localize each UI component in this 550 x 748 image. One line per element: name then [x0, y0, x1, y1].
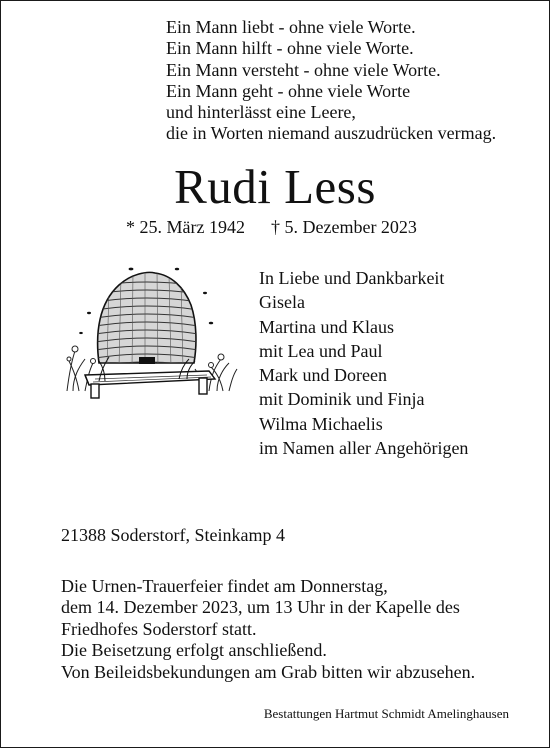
funeral-service-info [61, 576, 475, 683]
mourner-line: Mark und Doreen [259, 365, 387, 386]
poem-line: Ein Mann geht - ohne viele Worte [166, 80, 411, 101]
deceased-name: Rudi Less [174, 159, 376, 214]
undertaker-credit: Bestattungen Hartmut Schmidt Amelinghausen [263, 706, 509, 721]
service-line: Von Beileidsbekundungen am Grab bitten wir abzusehen. [61, 661, 476, 682]
poem-line: Ein Mann liebt - ohne viele Worte. [166, 17, 416, 37]
beehive-icon [59, 263, 239, 403]
mourner-line: mit Dominik und Finja [259, 389, 425, 410]
mourner-line: im Namen aller Angehörigen [259, 438, 469, 459]
life-dates [126, 216, 417, 238]
service-line: Friedhofes Soderstorf statt. [61, 618, 257, 639]
family-address: 21388 Soderstorf, Steinkamp 4 [61, 525, 285, 545]
poem-line: die in Worten niemand auszudrücken vermag. [166, 123, 497, 144]
mourners-list [259, 266, 468, 460]
service-line: Die Beisetzung erfolgt anschließend. [61, 640, 327, 661]
mourner-line: In Liebe und Dankbarkeit [259, 268, 445, 288]
mourner-line: mit Lea und Paul [259, 340, 383, 361]
poem-line: und hinterlässt eine Leere, [166, 102, 356, 123]
poem-line: Ein Mann hilft - ohne viele Worte. [166, 38, 414, 59]
mourner-line: Martina und Klaus [259, 316, 394, 337]
poem [166, 17, 496, 145]
service-line: dem 14. Dezember 2023, um 13 Uhr in der Kapelle des [61, 597, 460, 618]
mourner-line: Wilma Michaelis [259, 413, 383, 434]
service-line: Die Urnen-Trauerfeier findet am Donnerstag, [61, 576, 388, 596]
death-date: † 5. Dezember 2023 [270, 217, 417, 237]
mourner-line: Gisela [259, 292, 305, 313]
poem-line: Ein Mann versteht - ohne viele Worte. [166, 59, 441, 80]
birth-date: * 25. März 1942 [126, 217, 245, 237]
